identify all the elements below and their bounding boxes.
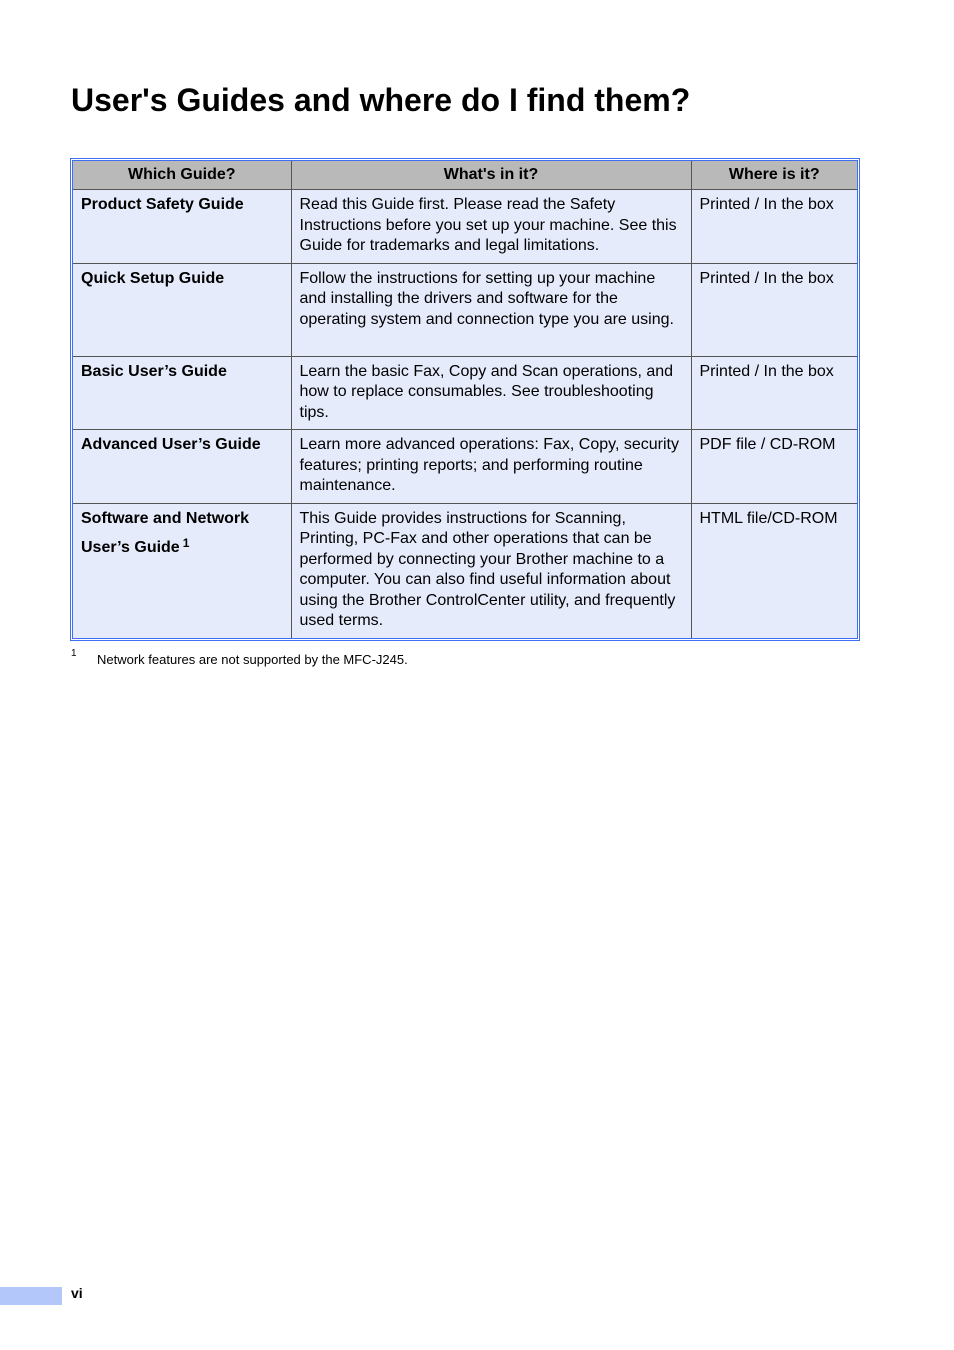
guide-contents-cell: Follow the instructions for setting up your machine and installing the drivers and software for the operating system and connection type you are using.: [291, 263, 691, 356]
guide-location-cell: Printed / In the box: [691, 190, 857, 264]
table-row: [73, 430, 857, 504]
guide-contents-cell: Learn the basic Fax, Copy and Scan operations, and how to replace consumables. See troubleshooting tips.: [291, 356, 691, 430]
guide-name-cell: Quick Setup Guide: [73, 263, 291, 356]
guide-name-cell: [73, 503, 291, 638]
guides-table: [73, 161, 857, 638]
guide-location-cell: PDF file / CD-ROM: [691, 430, 857, 504]
guide-name-line1: Software and Network: [81, 509, 250, 527]
column-header-whats-in-it: What's in it?: [291, 161, 691, 190]
guide-contents-cell: Learn more advanced operations: Fax, Copy, security features; printing reports; and performing routine maintenance.: [291, 430, 691, 504]
footnote-text: Network features are not supported by the MFC-J245.: [97, 652, 408, 667]
guide-name-cell: Advanced User’s Guide: [73, 430, 291, 504]
table-row: [73, 503, 857, 638]
page-title: User's Guides and where do I find them?: [71, 82, 691, 118]
table-header-row: [73, 161, 857, 190]
page-edge-tab: [0, 1287, 62, 1305]
guide-name-line2: User’s Guide: [81, 539, 180, 556]
footnote-number: 1: [71, 648, 77, 659]
table-row: [73, 356, 857, 430]
guide-location-cell: Printed / In the box: [691, 356, 857, 430]
guides-table-container: [70, 158, 860, 641]
guide-name-cell: Product Safety Guide: [73, 190, 291, 264]
table-row: [73, 263, 857, 356]
table-row: [73, 190, 857, 264]
guide-location-cell: HTML file/CD-ROM: [691, 503, 857, 638]
guide-name-cell: Basic User’s Guide: [73, 356, 291, 430]
guide-contents-cell: This Guide provides instructions for Scanning, Printing, PC-Fax and other operations that can be performed by connecting your Brother machine to a computer. You can also find useful information about using the Brother ControlCenter utility, and frequently used terms.: [291, 503, 691, 638]
page-number: vi: [71, 1285, 83, 1301]
guide-name-line2-wrap: [81, 533, 283, 559]
column-header-where-is-it: Where is it?: [691, 161, 857, 190]
guide-contents-cell: Read this Guide first. Please read the Safety Instructions before you set up your machine. See this Guide for trademarks and legal limitations.: [291, 190, 691, 264]
guide-location-cell: Printed / In the box: [691, 263, 857, 356]
footnote-reference[interactable]: 1: [182, 536, 190, 550]
column-header-which-guide: Which Guide?: [73, 161, 291, 190]
